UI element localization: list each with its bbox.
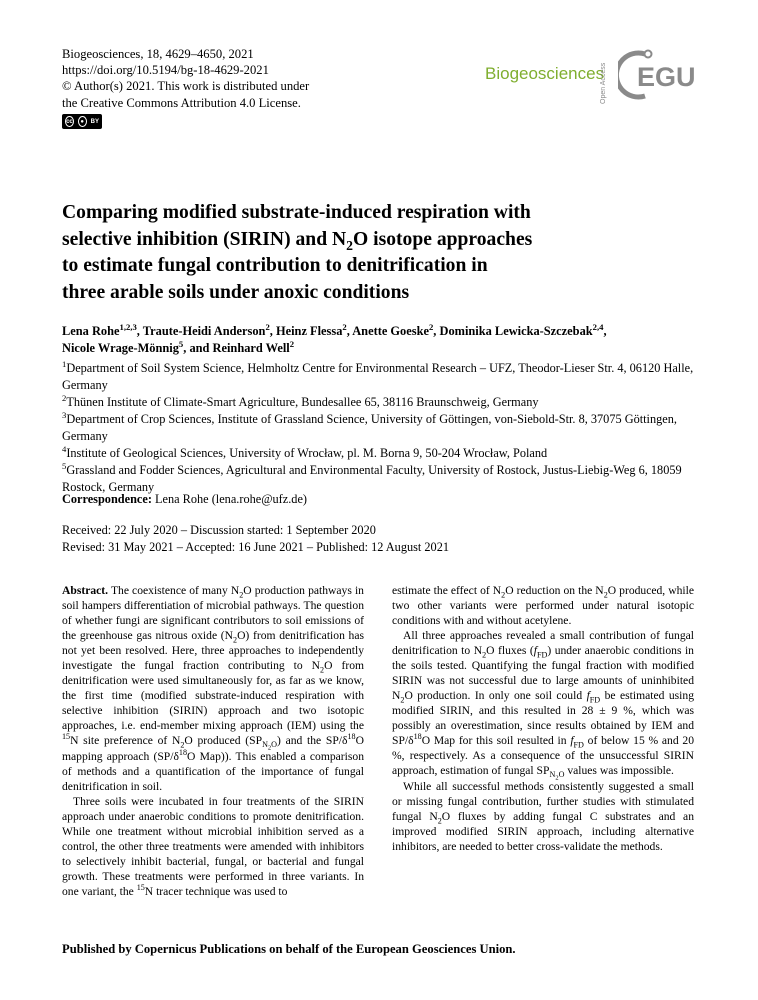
affiliation-item xyxy=(62,394,702,411)
abstract-paragraph: estimate the effect of $N_2O$ reduction on the $N_2O$ produced, while two other variants were performed under natural isotopic conditions with and without acetylene. xyxy=(392,584,694,627)
citation-line: Biogeosciences, 18, 4629–4650, 2021 xyxy=(62,47,254,61)
abstract-paragraph: While all successful methods consistently suggested a small or missing fungal contribution, further studies with stimulated fungal $N_2O$ fluxes by adding fungal C substrates and an improved modified SIRIN approach, including alternative inhibitors, are needed to better cross-validate the methods. xyxy=(392,779,694,853)
abstract-paragraph: All three approaches revealed a small contribution of fungal denitrification to $N_2O$ fluxes $(f_{FD})$ under anaerobic conditions in the soils tested. Quantifying the fungal fraction with modified SIRIN was not successful due to large amounts of uninhibited $N_2O$ production. In only one soil could $f_{FD}$ be estimated using modified SIRIN, and this resulted in 28 ± 9 %, which was possibly an overestimation, since results obtained by IEM and $SP/\delta^{18}O$ Map for this soil resulted in $f_{FD}$ of below 15 % and 20 %, respectively. As a consequence of the unsuccessful SIRIN approach, estimation of fungal $SP_{N_2O}$ values was impossible. xyxy=(392,629,694,782)
abstract-column-right xyxy=(392,583,694,854)
egu-logo-text: EGU xyxy=(637,62,696,92)
affiliation-number: 3 xyxy=(62,409,67,420)
article-header-meta xyxy=(62,46,309,111)
affiliation-marker: 2 xyxy=(342,321,347,332)
by-label: BY xyxy=(90,118,99,125)
affiliation-item xyxy=(62,445,702,462)
dates-line: Revised: 31 May 2021 – Accepted: 16 June 2021 – Published: 12 August 2021 xyxy=(62,540,449,554)
license-line: the Creative Commons Attribution 4.0 License. xyxy=(62,95,301,110)
title-line: selective inhibition (SIRIN) and N xyxy=(62,228,347,250)
affiliation-number: 4 xyxy=(62,443,67,454)
author-list: Lena Rohe$^{1,2,3}$, Traute-Heidi Anderson$^2$, Heinz Flessa$^2$, Anette Goeske$^2$, Dominika Lewicka-Szczebak$^{2,4}$, Nicole Wrage-Mönnig$^5$, and Reinhard Well$^2$ xyxy=(62,321,607,355)
correspondence xyxy=(62,492,307,507)
cc-by-license-icon[interactable] xyxy=(62,114,102,129)
abstract-label: Abstract. xyxy=(62,584,109,597)
affiliation-item xyxy=(62,462,702,496)
dates-line: Received: 22 July 2020 – Discussion started: 1 September 2020 xyxy=(62,523,376,537)
affiliation-text: Institute of Geological Sciences, University of Wrocław, pl. M. Borna 9, 50-204 Wrocław, Poland xyxy=(66,446,548,460)
person-icon: ● xyxy=(78,116,87,127)
title-line: to estimate fungal contribution to denitrification in xyxy=(62,255,488,276)
abstract-paragraph: Abstract. The coexistence of many $N_2O$ production pathways in soil hampers differentiation of microbial pathways. The question of whether fungi are significant contributors to soil emissions of the greenhouse gas nitrous oxide $(N_2O)$ from denitrification has not yet been resolved. Here, three approaches to independently investigate the fungal fraction contributing to $N_2O$ from denitrification were used simultaneously for, as far as we know, the first time (modified substrate-induced respiration with selective inhibition (SIRIN) approach and two isotopic approaches, i.e. end-member mixing approach (IEM) using the $^{15}$N site preference of $N_2O$ produced $(SP_{N_2O})$ and the $SP/\delta^{18}O$ mapping approach ($SP/\delta^{18}O$ Map)). This enabled a comparison of methods and a quantification of the importance of fungal denitrification in soil. xyxy=(62,584,365,793)
affiliation-marker: 2,4 xyxy=(592,321,604,332)
affiliation-text: Department of Soil System Science, Helmholtz Centre for Environmental Research – UFZ, Theodor-Lieser Str. 4, 06120 Halle, Germany xyxy=(62,361,694,392)
affiliation-item xyxy=(62,411,702,445)
affiliation-number: 2 xyxy=(62,392,67,403)
doi-link[interactable]: https://doi.org/10.5194/bg-18-4629-2021 xyxy=(62,63,269,78)
affiliation-marker: 2 xyxy=(289,338,295,349)
affiliation-number: 5 xyxy=(62,460,67,471)
article-title xyxy=(62,200,702,306)
author-name[interactable]: Dominika Lewicka-Szczebak xyxy=(439,324,593,338)
author-name[interactable]: Nicole Wrage-Mönnig xyxy=(62,341,179,355)
affiliation-number: 1 xyxy=(62,358,67,369)
publication-dates xyxy=(62,522,449,556)
title-line: three arable soils under anoxic conditions xyxy=(62,281,410,303)
title-line: Comparing modified substrate-induced respiration with xyxy=(62,202,531,223)
title-line: O isotope approaches xyxy=(353,228,533,250)
affiliation-marker: 2 xyxy=(265,321,270,332)
correspondence-label: Correspondence: xyxy=(62,492,152,506)
publisher-footer: Published by Copernicus Publications on behalf of the European Geosciences Union. xyxy=(62,942,516,956)
affiliation-marker: 2 xyxy=(428,321,434,332)
affiliation-marker: 5 xyxy=(178,338,184,349)
egu-logo xyxy=(618,48,704,102)
affiliation-text: Department of Crop Sciences, Institute of Grassland Science, University of Göttingen, von-Siebold-Str. 8, 37075 Göttingen, Germany xyxy=(62,412,677,443)
abstract-column-left xyxy=(62,583,364,899)
affiliation-item xyxy=(62,360,702,394)
affiliation-text: Thünen Institute of Climate-Smart Agriculture, Bundesallee 65, 38116 Braunschweig, Germany xyxy=(66,395,539,409)
author-name[interactable]: Anette Goeske xyxy=(352,324,429,338)
open-access-label: Open Access xyxy=(600,62,607,104)
author-name[interactable]: Reinhard Well xyxy=(212,341,290,355)
affiliation-marker: 1,2,3 xyxy=(119,321,137,332)
abstract-paragraph: Three soils were incubated in four treatments of the SIRIN approach under anaerobic conditions to promote denitrification. While one treatment without microbial inhibition served as a control, the other three treatments were amended with inhibitors to selectively inhibit bacterial, fungal, or bacterial and fungal growth. These treatments were performed in three variants. In one variant, the $^{15}$N tracer technique was used to xyxy=(62,794,364,898)
correspondence-text[interactable]: Lena Rohe (lena.rohe@ufz.de) xyxy=(155,492,308,506)
author-name[interactable]: Heinz Flessa xyxy=(275,324,343,338)
journal-name: Biogeosciences xyxy=(485,64,605,83)
author-name[interactable]: Traute-Heidi Anderson xyxy=(142,324,266,338)
affiliation-list xyxy=(62,360,702,496)
copyright-line: © Author(s) 2021. This work is distributed under xyxy=(62,79,310,94)
subscript: 2 xyxy=(346,237,353,253)
author-name[interactable]: Lena Rohe xyxy=(62,324,120,338)
affiliation-text: Grassland and Fodder Sciences, Agricultural and Environmental Faculty, University of Rostock, Justus-Liebig-Weg 6, 18059 Rostock, Germany xyxy=(62,463,682,494)
and-word: and xyxy=(189,341,210,355)
cc-icon: cc xyxy=(65,116,74,127)
